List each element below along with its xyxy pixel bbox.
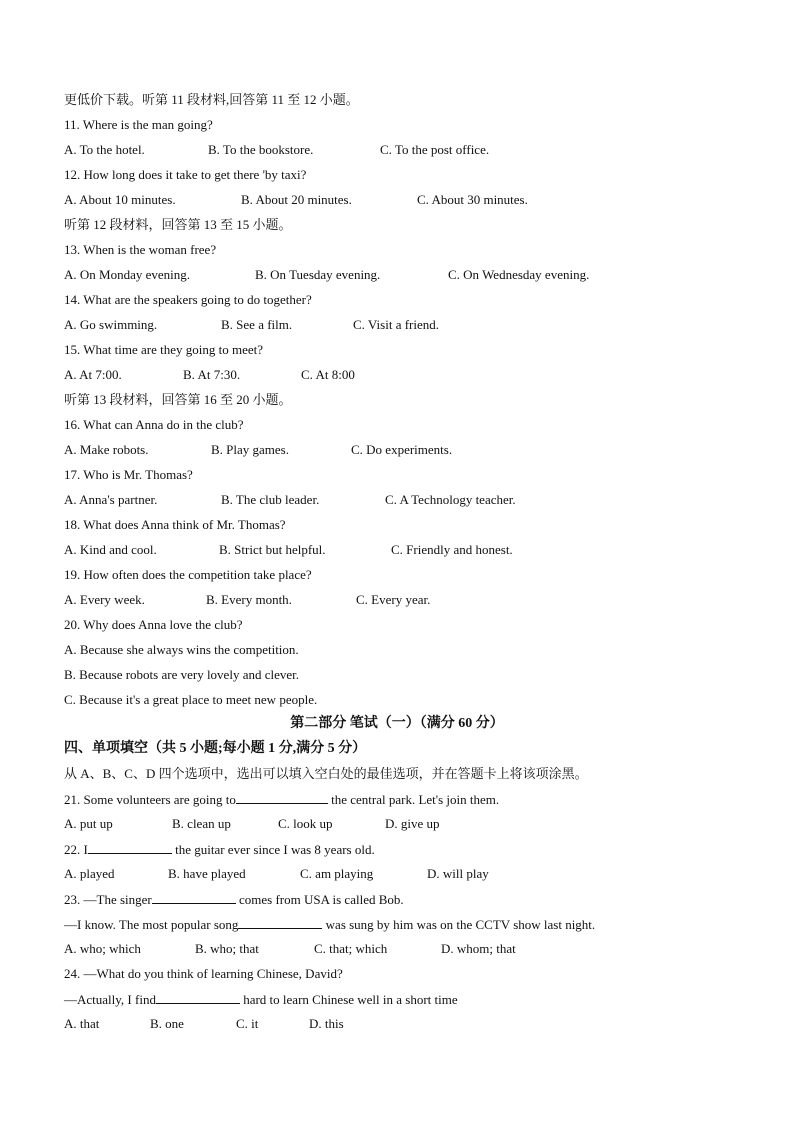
question-23-line-2-end: was sung by him was on the CCTV show last night. xyxy=(322,917,596,932)
option-13-a: A. On Monday evening. xyxy=(64,267,191,282)
option-16-a: A. Make robots. xyxy=(64,442,149,457)
option-15-a: A. At 7:00. xyxy=(64,367,122,382)
option-22-b: B. have played xyxy=(168,866,246,881)
option-19-b: B. Every month. xyxy=(206,592,292,607)
question-24-line-2 xyxy=(64,991,458,1008)
question-21-start: 21. Some volunteers are going to xyxy=(64,792,236,807)
answer-blank xyxy=(152,891,236,904)
option-22-a: A. played xyxy=(64,866,115,881)
listening-instruction-12: 听第 12 段材料，回答第 13 至 15 小题。 xyxy=(64,217,292,232)
question-11: 11. Where is the man going? xyxy=(64,117,213,132)
option-22-d: D. will play xyxy=(427,866,489,881)
question-24: 24. —What do you think of learning Chinese, David? xyxy=(64,966,343,981)
option-15-b: B. At 7:30. xyxy=(183,367,241,382)
option-22-c: C. am playing xyxy=(300,866,374,881)
question-12: 12. How long does it take to get there 'by taxi? xyxy=(64,167,307,182)
option-23-a: A. who; which xyxy=(64,941,141,956)
option-24-c: C. it xyxy=(236,1016,259,1031)
question-23 xyxy=(64,891,404,908)
option-19-c: C. Every year. xyxy=(356,592,431,607)
question-22-start: 22. I xyxy=(64,842,88,857)
question-22 xyxy=(64,841,375,858)
option-14-c: C. Visit a friend. xyxy=(353,317,439,332)
question-15: 15. What time are they going to meet? xyxy=(64,342,264,357)
answer-blank xyxy=(236,791,328,804)
option-13-c: C. On Wednesday evening. xyxy=(448,267,590,282)
option-23-c: C. that; which xyxy=(314,941,388,956)
option-11-a: A. To the hotel. xyxy=(64,142,145,157)
option-12-a: A. About 10 minutes. xyxy=(64,192,176,207)
option-23-d: D. whom; that xyxy=(441,941,516,956)
option-18-c: C. Friendly and honest. xyxy=(391,542,513,557)
option-16-b: B. Play games. xyxy=(211,442,289,457)
part-two-heading: 第二部分 笔试（一）（满分 60 分） xyxy=(290,716,504,731)
question-16: 16. What can Anna do in the club? xyxy=(64,417,244,432)
question-20: 20. Why does Anna love the club? xyxy=(64,617,243,632)
option-24-d: D. this xyxy=(309,1016,344,1031)
option-21-b: B. clean up xyxy=(172,816,231,831)
option-16-c: C. Do experiments. xyxy=(351,442,453,457)
question-19: 19. How often does the competition take place? xyxy=(64,567,312,582)
question-22-end: the guitar ever since I was 8 years old. xyxy=(171,842,375,857)
option-21-d: D. give up xyxy=(385,816,440,831)
answer-blank xyxy=(88,841,172,854)
option-17-c: C. A Technology teacher. xyxy=(385,492,516,507)
option-19-a: A. Every week. xyxy=(64,592,145,607)
question-24-line-2-end: hard to learn Chinese well in a short time xyxy=(239,992,458,1007)
option-13-b: B. On Tuesday evening. xyxy=(255,267,381,282)
option-17-a: A. Anna's partner. xyxy=(64,492,158,507)
option-12-c: C. About 30 minutes. xyxy=(417,192,528,207)
option-18-a: A. Kind and cool. xyxy=(64,542,157,557)
option-14-a: A. Go swimming. xyxy=(64,317,158,332)
question-24-line-2-start: —Actually, I find xyxy=(64,992,156,1007)
option-15-c: C. At 8:00 xyxy=(301,367,355,382)
option-23-b: B. who; that xyxy=(195,941,259,956)
option-11-b: B. To the bookstore. xyxy=(208,142,314,157)
question-23-start: 23. —The singer xyxy=(64,892,152,907)
question-13: 13. When is the woman free? xyxy=(64,242,217,257)
question-23-end: comes from USA is called Bob. xyxy=(235,892,404,907)
listening-instruction-11: 更低价下载。听第 11 段材料,回答第 11 至 12 小题。 xyxy=(64,92,359,107)
section-four-heading: 四、单项填空（共 5 小题;每小题 1 分,满分 5 分） xyxy=(64,741,367,756)
option-17-b: B. The club leader. xyxy=(221,492,320,507)
question-21-end: the central park. Let's join them. xyxy=(327,792,500,807)
option-21-a: A. put up xyxy=(64,816,113,831)
option-20-b: B. Because robots are very lovely and clever. xyxy=(64,667,299,682)
option-12-b: B. About 20 minutes. xyxy=(241,192,352,207)
question-23-line-2 xyxy=(64,916,595,933)
answer-blank xyxy=(238,916,322,929)
question-18: 18. What does Anna think of Mr. Thomas? xyxy=(64,517,286,532)
question-21 xyxy=(64,791,499,808)
listening-instruction-13: 听第 13 段材料，回答第 16 至 20 小题。 xyxy=(64,392,292,407)
option-14-b: B. See a film. xyxy=(221,317,293,332)
option-11-c: C. To the post office. xyxy=(380,142,490,157)
option-20-a: A. Because she always wins the competition. xyxy=(64,642,299,657)
question-17: 17. Who is Mr. Thomas? xyxy=(64,467,193,482)
section-four-instruction: 从 A、B、C、D 四个选项中，选出可以填入空白处的最佳选项，并在答题卡上将该项涂黑。 xyxy=(64,766,588,781)
answer-blank xyxy=(156,991,240,1004)
option-21-c: C. look up xyxy=(278,816,333,831)
question-23-line-2-start: —I know. The most popular song xyxy=(64,917,239,932)
option-20-c: C. Because it's a great place to meet new people. xyxy=(64,692,318,707)
option-24-b: B. one xyxy=(150,1016,184,1031)
option-24-a: A. that xyxy=(64,1016,100,1031)
question-14: 14. What are the speakers going to do together? xyxy=(64,292,312,307)
option-18-b: B. Strict but helpful. xyxy=(219,542,326,557)
